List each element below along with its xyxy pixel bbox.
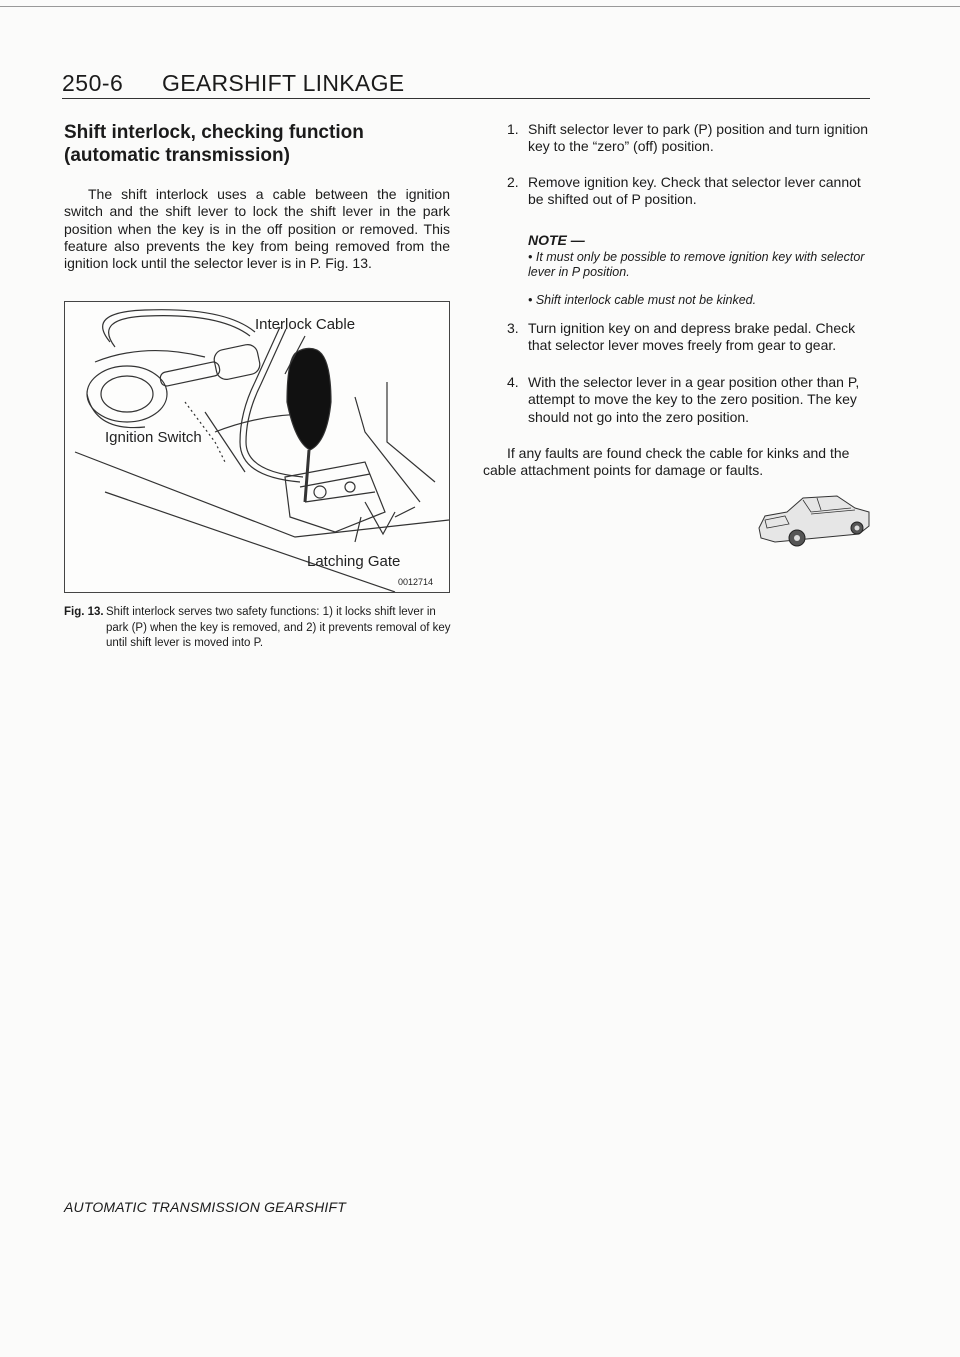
heading-line-2: (automatic transmission)	[64, 145, 290, 166]
intro-paragraph: The shift interlock uses a cable between the ignition switch and the shift lever to lock the shift lever in the park position when the key is in the off position or removed. This feature also prevents the key from being removed from the ignition lock until the selector lever is in P. Fig. 13.	[64, 186, 450, 272]
note-heading: NOTE —	[528, 232, 585, 248]
step-3-text: Turn ignition key on and depress brake pedal. Check that selector lever moves freely from gear to gear.	[528, 320, 856, 354]
figure-number: 0012714	[398, 577, 434, 587]
step-4	[507, 374, 871, 426]
note-block	[528, 232, 868, 308]
step-4-text: With the selector lever in a gear position other than P, attempt to move the key to the zero position. The key should not go into the zero position.	[528, 374, 860, 425]
step-2	[507, 174, 871, 209]
step-3	[507, 320, 871, 355]
step-1-text: Shift selector lever to park (P) position and turn ignition key to the “zero” (off) position.	[528, 121, 869, 155]
section-title: GEARSHIFT LINKAGE	[162, 70, 405, 96]
step-1	[507, 121, 871, 156]
page-number: 250-6	[62, 70, 124, 96]
caption-label: Fig. 13.	[64, 606, 104, 618]
label-ignition-switch: Ignition Switch	[105, 429, 202, 446]
gear-knob	[287, 348, 331, 450]
header-rule	[62, 98, 870, 99]
note-item-1: • It must only be possible to remove ignition key with selector lever in P position.	[528, 250, 865, 279]
step-2-text: Remove ignition key. Check that selector lever cannot be shifted out of P position.	[528, 174, 861, 208]
step-4-number: 4.	[507, 374, 519, 390]
closing-paragraph: If any faults are found check the cable for kinks and the cable attachment points for damage or faults.	[483, 445, 850, 479]
step-3-number: 3.	[507, 320, 519, 336]
label-latching-gate: Latching Gate	[307, 553, 401, 570]
heading-line-1: Shift interlock, checking function	[64, 122, 364, 143]
ignition-key	[212, 343, 261, 381]
caption-text: Shift interlock serves two safety functions: 1) it locks shift lever in park (P) when the key is removed, and 2) it prevents removal of key until shift lever is moved into P.	[106, 606, 451, 649]
label-interlock-cable: Interlock Cable	[255, 316, 356, 333]
figure-13	[64, 301, 450, 593]
figure-caption	[64, 605, 454, 652]
step-2-number: 2.	[507, 174, 519, 190]
shift-interlock-illustration	[65, 302, 449, 592]
top-edge-rule	[0, 6, 960, 7]
page-footer: AUTOMATIC TRANSMISSION GEARSHIFT	[64, 1199, 347, 1215]
ignition-housing	[87, 366, 167, 422]
note-item-2: • Shift interlock cable must not be kinked.	[528, 293, 757, 307]
step-1-number: 1.	[507, 121, 519, 137]
section-heading	[64, 121, 454, 167]
car-icon	[755, 490, 873, 552]
